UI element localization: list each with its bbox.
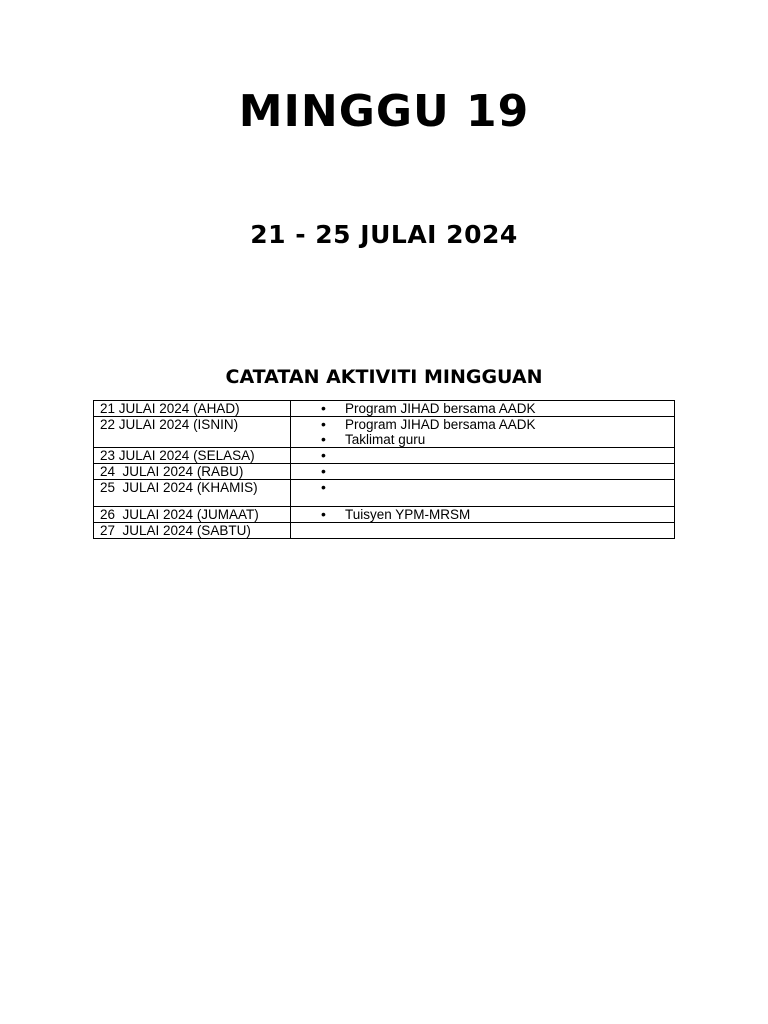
activities-cell xyxy=(291,480,675,507)
date-range: 21 - 25 JULAI 2024 xyxy=(250,220,518,249)
day-cell: 24 JULAI 2024 (RABU) xyxy=(94,464,291,480)
page-title: MINGGU 19 xyxy=(238,86,530,137)
activity-list xyxy=(291,507,674,522)
activities-cell xyxy=(291,523,675,539)
activity-list xyxy=(291,417,674,447)
activity-item xyxy=(291,464,674,479)
activity-item xyxy=(291,480,674,495)
activities-cell xyxy=(291,448,675,464)
activities-cell xyxy=(291,507,675,523)
day-cell: 22 JULAI 2024 (ISNIN) xyxy=(94,417,291,448)
day-cell: 25 JULAI 2024 (KHAMIS) xyxy=(94,480,291,507)
table-row xyxy=(94,448,675,464)
table-row xyxy=(94,464,675,480)
table-row xyxy=(94,523,675,539)
weekly-activity-table xyxy=(93,400,675,539)
section-heading: CATATAN AKTIVITI MINGGUAN xyxy=(225,366,543,388)
activity-list xyxy=(291,464,674,479)
table-row xyxy=(94,480,675,507)
activity-item xyxy=(291,448,674,463)
day-cell: 26 JULAI 2024 (JUMAAT) xyxy=(94,507,291,523)
activity-list xyxy=(291,480,674,495)
activities-cell xyxy=(291,464,675,480)
activities-cell xyxy=(291,401,675,417)
activity-item: • Tuisyen YPM-MRSM xyxy=(291,507,674,522)
day-cell: 21 JULAI 2024 (AHAD) xyxy=(94,401,291,417)
day-cell: 23 JULAI 2024 (SELASA) xyxy=(94,448,291,464)
day-cell: 27 JULAI 2024 (SABTU) xyxy=(94,523,291,539)
activity-item: • Taklimat guru xyxy=(291,432,674,447)
activity-list xyxy=(291,448,674,463)
table-row xyxy=(94,417,675,448)
activity-item: • Program JIHAD bersama AADK xyxy=(291,417,674,432)
activity-list xyxy=(291,401,674,416)
activities-cell xyxy=(291,417,675,448)
activity-item: • Program JIHAD bersama AADK xyxy=(291,401,674,416)
table-row xyxy=(94,507,675,523)
table-row xyxy=(94,401,675,417)
